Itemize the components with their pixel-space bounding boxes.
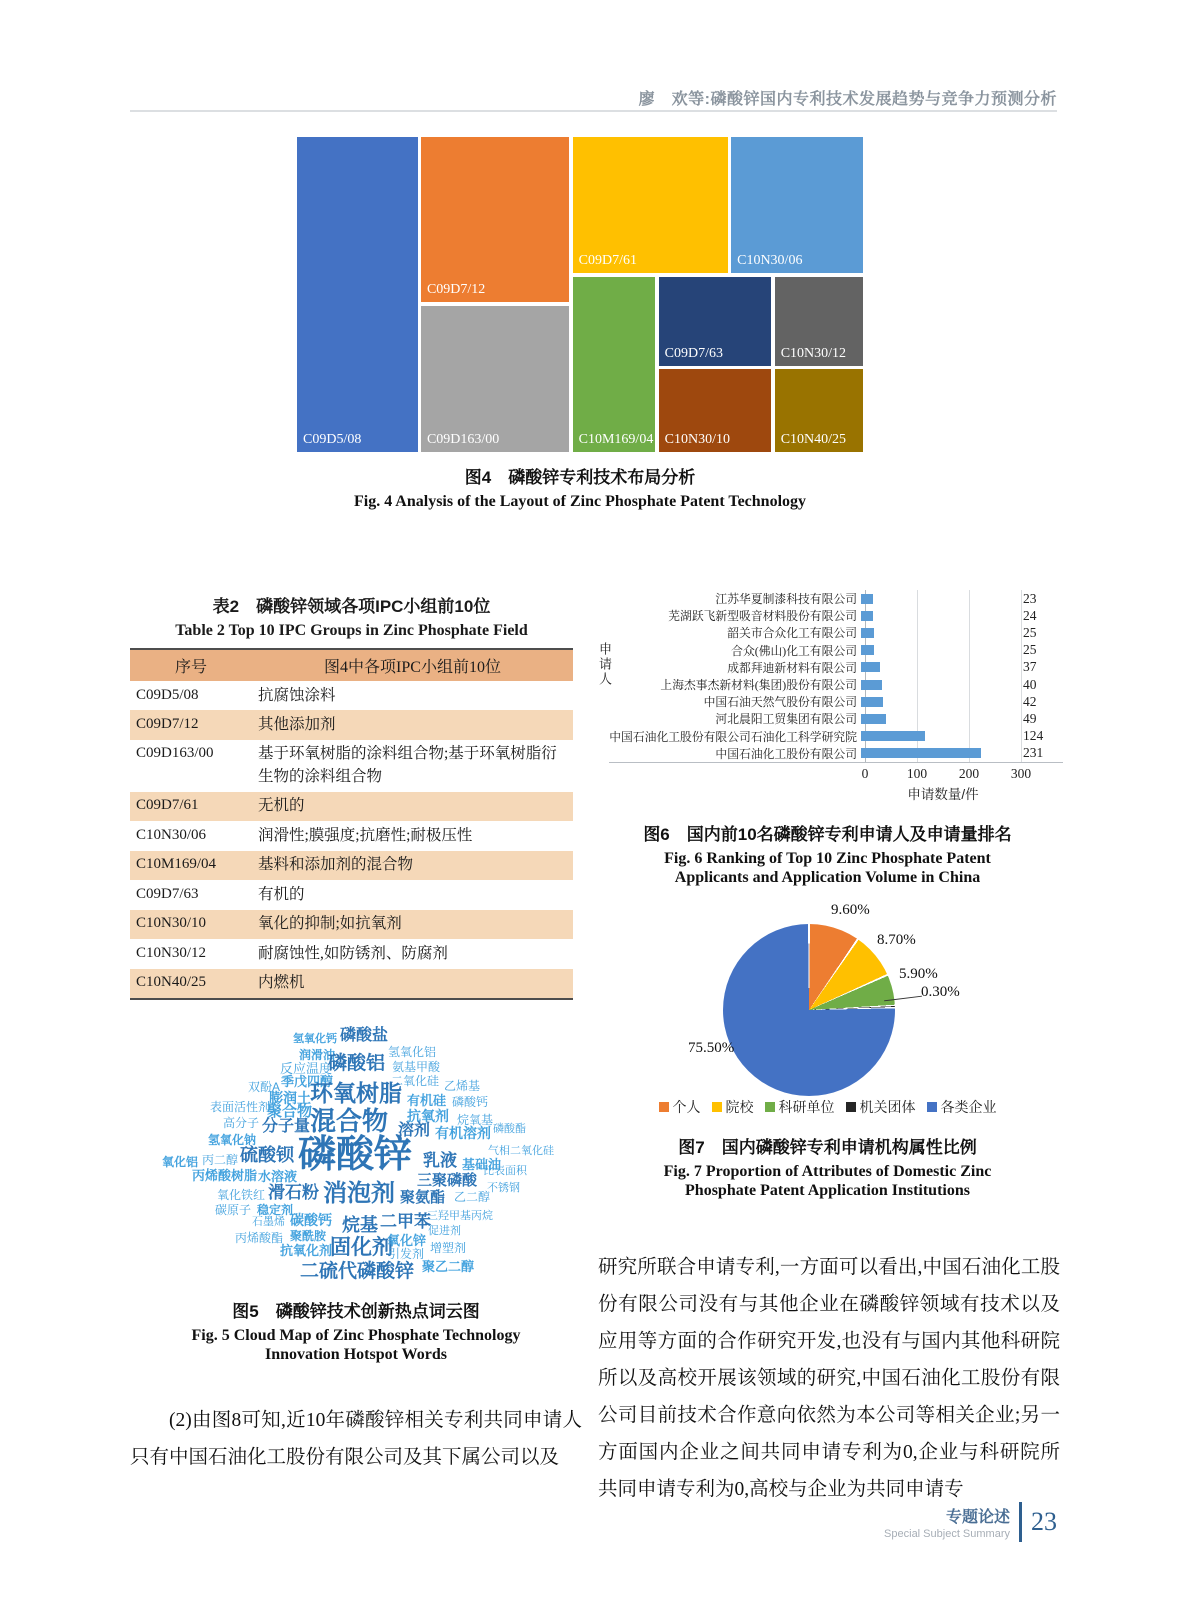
bar-category-label: 韶关市合众化工有限公司: [727, 626, 857, 641]
legend-label: 个人: [672, 1099, 701, 1115]
table-row: [130, 939, 573, 968]
legend-swatch-icon: [659, 1102, 669, 1112]
treemap-tile: [659, 277, 772, 366]
treemap-tile: [573, 137, 728, 273]
word-cloud-term: 硫酸钡: [240, 1145, 294, 1165]
word-cloud-term: 稳定剂: [257, 1203, 294, 1217]
legend-label: 机关团体: [859, 1099, 916, 1115]
word-cloud-term: 有机硅: [407, 1093, 447, 1108]
body-paragraph-left: (2)由图8可知,近10年磷酸锌相关专利共同申请人只有中国石油化工股份有限公司及其下属公司以及: [130, 1410, 582, 1468]
ipc-desc-cell: 内燃机: [258, 974, 305, 992]
pie-legend: [595, 1097, 1060, 1117]
ipc-desc-cell: 有机的: [258, 885, 305, 903]
pie-percent-label: 9.60%: [831, 902, 870, 918]
treemap-tile: [775, 369, 863, 452]
word-cloud-term: 水溶液: [258, 1169, 298, 1184]
figure5-caption: [130, 1297, 582, 1364]
word-cloud-term: 抗氧剂: [407, 1108, 449, 1124]
word-cloud-term: 比表面积: [483, 1165, 527, 1177]
ipc-code-cell: C09D7/12: [136, 715, 199, 732]
table-row: [130, 910, 573, 939]
bar-category-label: 芜湖跃飞新型吸音材料股份有限公司: [668, 609, 857, 624]
figure7-caption-en2: Phosphate Patent Application Institutions: [685, 1182, 970, 1199]
body-paragraph-right: 研究所联合申请专利,一方面可以看出,中国石油化工股份有限公司没有与其他企业在磷酸锌领域有技术以及应用等方面的合作研究开发,也没有与国内其他科研院所以及高校开展该领域的研究,中国石油化工股份有限公司目前技术合作意向依然为本公司等相关企业;另一方面国内企业之间共同申请专利为0,企业与科研院所共同申请专利为0,高校与企业为共同申请专: [598, 1257, 1060, 1500]
word-cloud-term: 磷酸铝: [328, 1053, 386, 1074]
treemap-tile: [731, 137, 863, 273]
figure5-caption-en1: Fig. 5 Cloud Map of Zinc Phosphate Technology: [191, 1327, 521, 1344]
legend-swatch-icon: [846, 1102, 856, 1112]
word-cloud-term: 丙二醇: [202, 1153, 239, 1167]
pie-percent-label: 0.30%: [921, 984, 960, 1000]
bar-row: [609, 676, 1063, 693]
bar-track: [861, 662, 1017, 672]
table2-title-en: Table 2 Top 10 IPC Groups in Zinc Phosphate Field: [175, 622, 528, 639]
figure7-caption-en1: Fig. 7 Proportion of Attributes of Domestic Zinc: [663, 1163, 992, 1180]
legend-item: [765, 1097, 835, 1117]
word-cloud-term: 乙烯基: [444, 1079, 481, 1093]
treemap-tile: [573, 277, 656, 452]
word-cloud-term: 引发剂: [388, 1247, 425, 1261]
bar-track: [861, 748, 1017, 758]
legend-label: 科研单位: [778, 1099, 835, 1115]
bar-category-label: 江苏华夏制漆科技有限公司: [715, 592, 857, 607]
word-cloud-term: 有机溶剂: [435, 1125, 491, 1141]
bar-category-label: 上海杰事杰新材料(集团)股份有限公司: [660, 678, 857, 693]
ipc-code-cell: C10M169/04: [136, 856, 217, 873]
treemap-tile-label: C10N40/25: [780, 431, 847, 447]
treemap-tile-label: C09D163/00: [426, 431, 500, 447]
bar: [861, 731, 925, 741]
bar-value-label: 25: [1023, 642, 1037, 658]
word-cloud-term: 聚酰胺: [290, 1229, 327, 1243]
word-cloud-term: 乳液: [423, 1151, 457, 1170]
pie-percent-label: 8.70%: [877, 932, 916, 948]
bar-value-label: 37: [1023, 659, 1037, 675]
word-cloud-term: 气相二氧化硅: [488, 1145, 554, 1157]
treemap-tile-label: C09D7/63: [664, 346, 724, 361]
word-cloud-term: 氢氧化铝: [388, 1045, 437, 1059]
word-cloud-term: 环氧树脂: [310, 1080, 402, 1106]
word-cloud-term: 三聚磷酸: [417, 1172, 478, 1189]
figure6-caption-en2: Applicants and Application Volume in China: [674, 869, 981, 886]
word-cloud-term: 碳酸钙: [290, 1212, 332, 1228]
word-cloud-term: 氢氧化钠: [208, 1133, 257, 1147]
ipc-desc-cell: 基料和添加剂的混合物: [258, 856, 414, 874]
bar: [861, 697, 883, 707]
word-cloud-term: 烷基: [342, 1215, 378, 1235]
word-cloud-term: 丙烯酸树脂: [192, 1168, 258, 1183]
bar-row: [609, 745, 1063, 762]
treemap-tile-label: C10N30/12: [780, 346, 847, 361]
ipc-code-cell: C09D7/61: [136, 797, 199, 814]
ipc-desc-cell: 抗腐蚀涂料: [258, 686, 336, 704]
header-rule: [130, 110, 1057, 112]
bar-track: [861, 645, 1017, 655]
word-cloud-term: 磷酸盐: [340, 1027, 389, 1044]
figure4-caption: [250, 463, 910, 511]
legend-swatch-icon: [927, 1102, 937, 1112]
pie-circle: [723, 924, 895, 1096]
legend-swatch-icon: [765, 1102, 775, 1112]
pie-percent-label: 5.90%: [899, 966, 938, 982]
bar-row: [609, 710, 1063, 727]
barchart-ylabel: 申请人: [597, 642, 612, 687]
ipc-code-cell: C09D163/00: [136, 745, 214, 762]
footer-section-zh: 专题论述: [945, 1509, 1010, 1526]
page-number: 23: [1031, 1507, 1057, 1536]
word-cloud-term: 滑石粉: [268, 1183, 319, 1202]
ipc-desc-cell: 基于环氧树脂的涂料组合物;基于环氧树脂衍生物的涂料组合物: [258, 745, 557, 785]
legend-label: 各类企业: [940, 1099, 997, 1115]
x-tick-label: 300: [1010, 765, 1032, 781]
bar-track: [861, 611, 1017, 621]
word-cloud-term: 聚乙二醇: [422, 1259, 475, 1274]
table-col-序号: 序号: [130, 649, 252, 681]
bar: [861, 594, 873, 604]
legend-swatch-icon: [712, 1102, 722, 1112]
bar-value-label: 24: [1023, 607, 1037, 623]
word-cloud-term: 混合物: [310, 1106, 389, 1136]
bar-category-label: 合众(佛山)化工有限公司: [731, 643, 857, 658]
legend-item: [927, 1097, 997, 1117]
table-row: [130, 880, 573, 909]
bar: [861, 611, 873, 621]
word-cloud-term: 石墨烯: [252, 1216, 285, 1228]
bar-track: [861, 697, 1017, 707]
treemap-tile-label: C09D5/08: [303, 432, 362, 447]
word-cloud-term: 三羟甲基丙烷: [427, 1210, 493, 1222]
bar: [861, 748, 981, 758]
word-cloud-term: 烷氧基: [457, 1113, 494, 1127]
figure6-caption-zh: 图6 国内前10名磷酸锌专利申请人及申请量排名: [643, 825, 1012, 844]
x-tick-label: 100: [906, 765, 928, 781]
word-cloud-term: 促进剂: [428, 1225, 461, 1237]
treemap-tile: [775, 277, 863, 366]
ipc-code-cell: C10N30/12: [136, 944, 207, 961]
legend-item: [846, 1097, 916, 1117]
bar-category-label: 中国石油化工股份有限公司: [715, 746, 857, 761]
word-cloud-term: 双酚A: [248, 1080, 281, 1094]
barchart-rows: [609, 590, 1063, 763]
treemap-tile-label: C10N30/10: [664, 431, 731, 447]
treemap-tile-label: C09D7/61: [578, 253, 637, 269]
bar-value-label: 40: [1023, 676, 1037, 692]
figure6-caption-en1: Fig. 6 Ranking of Top 10 Zinc Phosphate Patent: [664, 850, 991, 867]
bar-value-label: 25: [1023, 624, 1037, 640]
legend-item: [659, 1097, 701, 1117]
bar-row: [609, 659, 1063, 676]
word-cloud-term: 二氧化硅: [391, 1074, 440, 1088]
word-cloud-term: 抗氧化剂: [280, 1243, 333, 1258]
bar-value-label: 124: [1023, 728, 1044, 744]
pie-percent-label: 75.50%: [688, 1040, 735, 1056]
word-cloud-term: 氨基甲酸: [392, 1060, 441, 1074]
x-tick-label: 0: [861, 765, 869, 781]
ipc-code-cell: C10N30/06: [136, 826, 207, 843]
word-cloud-term: 氧化铝: [162, 1155, 199, 1169]
word-cloud-term: 氢氧化钙: [293, 1033, 337, 1045]
word-cloud-term: 润滑油: [299, 1048, 336, 1062]
ipc-code-cell: C10N40/25: [136, 974, 207, 991]
word-cloud-term: 消泡剂: [323, 1180, 395, 1207]
word-cloud-term: 基础油: [462, 1157, 502, 1172]
bar-track: [861, 714, 1017, 724]
treemap-tile: [297, 137, 418, 452]
ipc-desc-cell: 润滑性;膜强度;抗磨性;耐极压性: [258, 826, 473, 844]
treemap-tile-label: C10N30/06: [737, 253, 803, 269]
table2-title-zh: 表2 磷酸锌领域各项IPC小组前10位: [212, 597, 491, 616]
figure4-caption-en: Fig. 4 Analysis of the Layout of Zinc Phosphate Patent Technology: [353, 493, 807, 510]
treemap-tile-label: C10M169/04: [578, 431, 654, 447]
bar-row: [609, 693, 1063, 710]
word-cloud-term: 乙二醇: [454, 1190, 491, 1204]
figure5-caption-zh: 图5 磷酸锌技术创新热点词云图: [232, 1302, 480, 1321]
bar-category-label: 中国石油化工股份有限公司石油化工科学研究院: [609, 729, 857, 744]
footer-divider: [1019, 1502, 1022, 1542]
treemap-tile: [421, 306, 569, 452]
table-row: [130, 821, 573, 850]
ipc-code-cell: C09D5/08: [136, 686, 199, 703]
word-cloud-term: 磷酸锌: [298, 1134, 413, 1176]
barchart-xlabel: 申请数量/件: [907, 786, 979, 802]
ipc-table: [130, 648, 573, 1000]
word-cloud-term: 表面活性剂: [210, 1100, 271, 1114]
word-cloud-term: 反应温度: [280, 1061, 333, 1076]
word-cloud-term: 膨润土: [269, 1090, 311, 1106]
word-cloud-term: 氧化铁红: [217, 1188, 266, 1202]
ipc-desc-cell: 无机的: [258, 797, 305, 815]
barchart-plot: [609, 590, 1063, 803]
bar-row: [609, 607, 1063, 624]
bar-row: [609, 590, 1063, 607]
figure7-caption: [595, 1133, 1060, 1200]
treemap-tile-label: C09D7/12: [426, 282, 486, 298]
word-cloud-term: 增塑剂: [430, 1241, 467, 1255]
word-cloud: [140, 1000, 582, 1292]
bar-track: [861, 731, 1017, 741]
table-row: [130, 969, 573, 999]
bar: [861, 628, 874, 638]
word-cloud-term: 聚氨酯: [400, 1189, 446, 1206]
table-col-ipc: 图4中各项IPC小组前10位: [252, 649, 573, 681]
bar-category-label: 河北晨阳工贸集团有限公司: [715, 712, 857, 727]
table-row: [130, 851, 573, 880]
table-row: [130, 681, 573, 710]
word-cloud-term: 磷酸酯: [493, 1123, 526, 1135]
word-cloud-term: 高分子: [223, 1116, 260, 1130]
bar-row: [609, 728, 1063, 745]
word-cloud-term: 聚合物: [267, 1103, 313, 1120]
figure6-caption: [595, 820, 1060, 887]
bar-category-label: 中国石油天然气股份有限公司: [703, 695, 857, 710]
bar-track: [861, 680, 1017, 690]
bar-value-label: 42: [1023, 693, 1037, 709]
bar-value-label: 49: [1023, 710, 1037, 726]
word-cloud-term: 二硫代磷酸锌: [300, 1261, 415, 1282]
bar: [861, 645, 874, 655]
word-cloud-term: 分子量: [262, 1118, 311, 1135]
word-cloud-term: 磷酸钙: [452, 1095, 489, 1109]
ipc-table-body: [130, 681, 573, 999]
treemap-tile: [421, 137, 569, 302]
bar-category-label: 成都拜迪新材料有限公司: [727, 660, 857, 675]
legend-label: 院校: [725, 1099, 754, 1115]
ipc-code-cell: C10N30/10: [136, 915, 207, 932]
word-cloud-term: 不锈钢: [487, 1182, 520, 1194]
word-cloud-term: 固化剂: [330, 1236, 393, 1259]
word-cloud-term: 碳原子: [215, 1203, 252, 1217]
figure4-caption-zh: 图4 磷酸锌专利技术布局分析: [464, 468, 696, 487]
page-footer: [884, 1502, 1057, 1542]
table2: [130, 592, 573, 1000]
word-cloud-term: 季戊四醇: [281, 1074, 334, 1089]
bar-value-label: 231: [1023, 745, 1044, 761]
table-header-row: [130, 649, 573, 681]
figure5-caption-en2: Innovation Hotspot Words: [265, 1346, 447, 1363]
bar: [861, 662, 880, 672]
ipc-desc-cell: 其他添加剂: [258, 715, 336, 733]
ipc-desc-cell: 耐腐蚀性,如防锈剂、防腐剂: [258, 944, 448, 962]
word-cloud-term: 二甲苯: [380, 1212, 431, 1231]
figure7-caption-zh: 图7 国内磷酸锌专利申请机构属性比例: [678, 1138, 977, 1157]
bar: [861, 680, 882, 690]
barchart-ticks: [861, 763, 1032, 781]
pie-chart: [618, 896, 1070, 1110]
table-row: [130, 740, 573, 792]
ipc-code-cell: C09D7/63: [136, 885, 199, 902]
table-row: [130, 710, 573, 739]
legend-item: [712, 1097, 754, 1117]
treemap-tile: [659, 369, 772, 452]
word-cloud-term: 氧化锌: [387, 1233, 427, 1248]
bar-track: [861, 594, 1017, 604]
bar-value-label: 23: [1023, 590, 1037, 606]
ipc-desc-cell: 氧化的抑制;如抗氧剂: [258, 915, 402, 933]
bar: [861, 714, 886, 724]
word-cloud-term: 丙烯酸酯: [235, 1231, 284, 1245]
x-tick-label: 200: [958, 765, 980, 781]
word-cloud-term: 溶剂: [398, 1122, 431, 1139]
bar-track: [861, 628, 1017, 638]
table-row: [130, 792, 573, 821]
running-header: 廖 欢等:磷酸锌国内专利技术发展趋势与竞争力预测分析: [638, 91, 1057, 108]
footer-section-en: Special Subject Summary: [884, 1528, 1010, 1540]
treemap: [297, 137, 863, 452]
bar-row: [609, 624, 1063, 641]
bar-chart: [595, 584, 1063, 806]
bar-row: [609, 642, 1063, 659]
